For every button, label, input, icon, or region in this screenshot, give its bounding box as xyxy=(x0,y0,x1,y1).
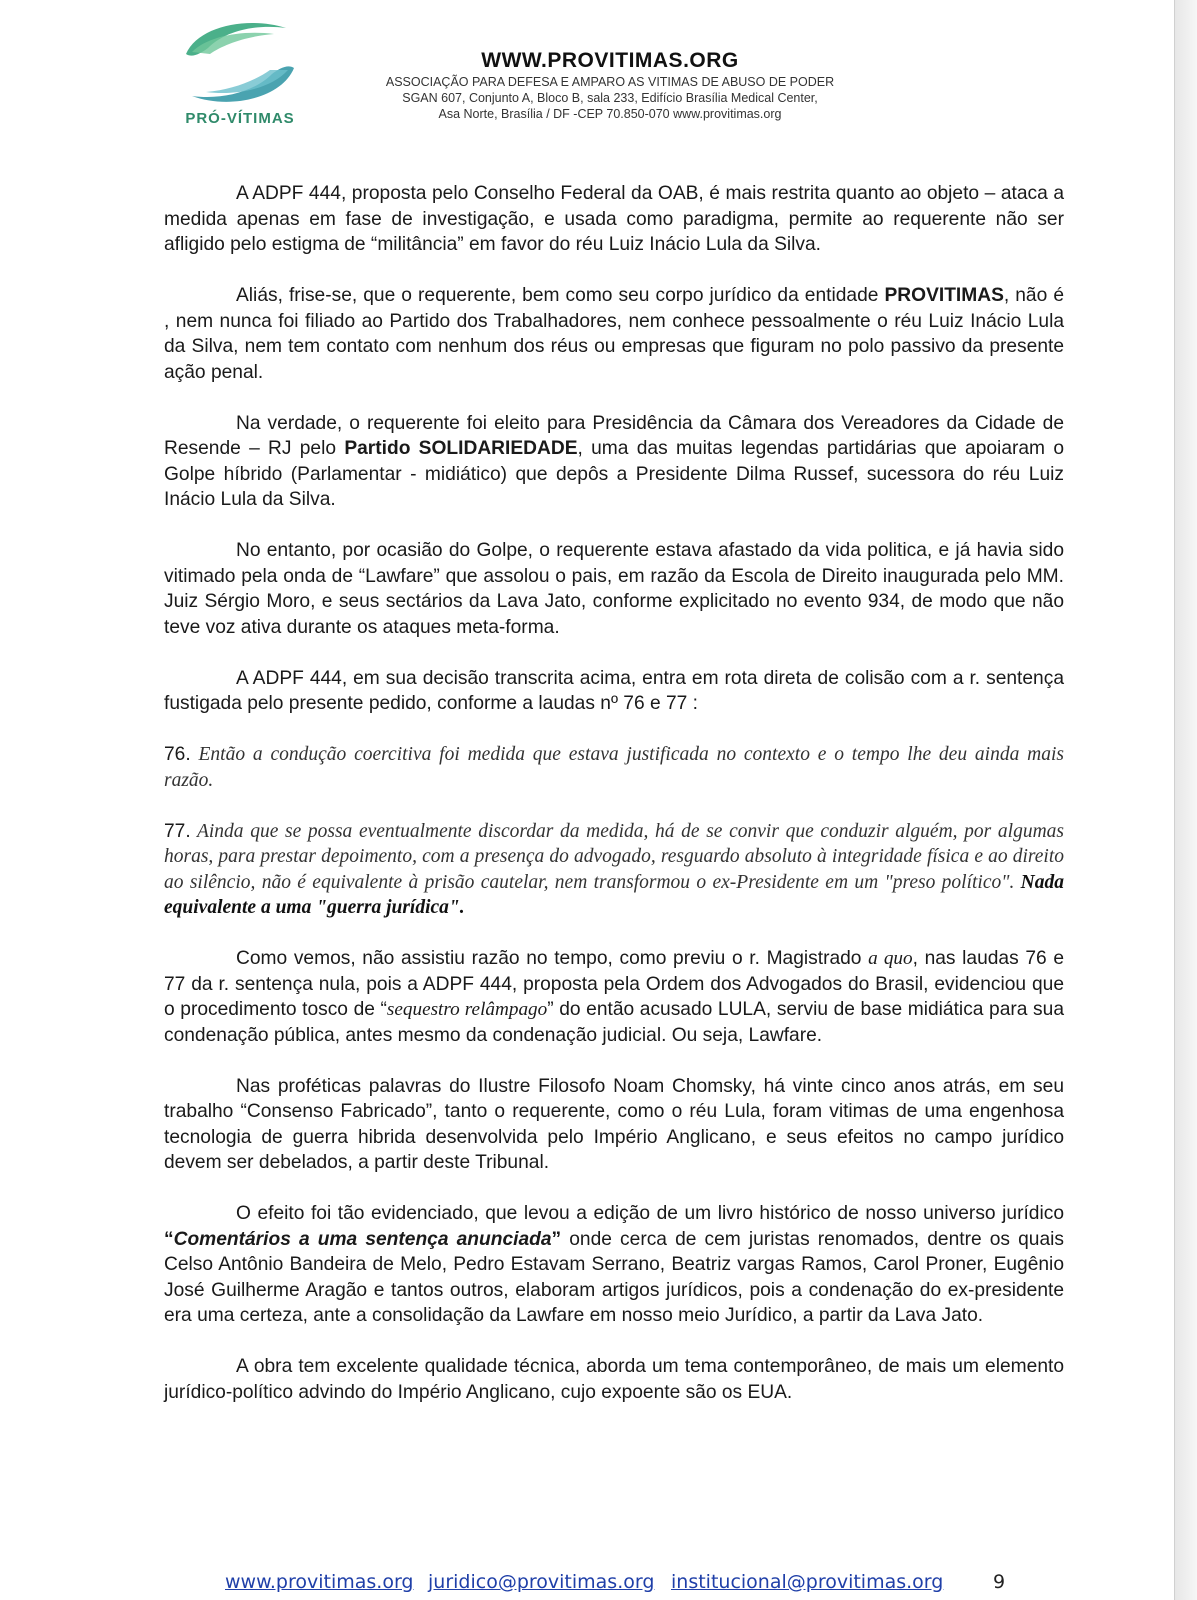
paragraph-2 xyxy=(164,283,1064,385)
footer-link-institucional-email[interactable]: institucional@provitimas.org xyxy=(671,1571,944,1593)
paragraph-5: A ADPF 444, em sua decisão transcrita acima, entra em rota direta de colisão com a r. sentença fustigada pelo presente pedido, conforme a laudas nº 76 e 77 : xyxy=(164,667,1064,714)
provitimas-logo xyxy=(170,18,310,130)
paragraph-1: A ADPF 444, proposta pelo Conselho Federal da OAB, é mais restrita quanto ao objeto – ataca a medida apenas em fase de investigação, e usada como paradigma, permite ao requerente não ser afligido pelo estigma de “militância” em favor do réu Luiz Inácio Lula da Silva. xyxy=(164,183,1064,255)
page-edge xyxy=(1174,0,1197,1600)
paragraph-6-text-a: Como vemos, não assistiu razão no tempo, como previu o r. Magistrado xyxy=(236,948,869,969)
sequestro-italic: sequestro relâmpago xyxy=(386,999,548,1020)
book-title: Comentários a uma sentença anunciada xyxy=(173,1228,552,1250)
paragraph-3-text-c: , uma das muitas legendas partidárias que apoiaram o Golpe híbrido (Parlamentar - midiático) que depôs a Presidente Dilma Russef, sucessora do réu Luiz Inácio Lula da Silva. xyxy=(164,438,1064,510)
footer-link-juridico-email[interactable]: juridico@provitimas.org xyxy=(428,1571,655,1593)
quote-77-bold: Nada equivalente a uma "guerra jurídica". xyxy=(164,871,1064,918)
address-line-1: SGAN 607, Conjunto A, Bloco B, sala 233, Edifício Brasília Medical Center, xyxy=(402,91,818,105)
paragraph-6-text-c: , nas laudas 76 e 77 da r. sentença nula, pois a ADPF 444, proposta pela Ordem dos Advogados do Brasil, evidenciou que o procedimento tosco de “ xyxy=(164,948,1064,1020)
paragraph-6 xyxy=(164,946,1064,1048)
page-number: 9 xyxy=(993,1571,1006,1593)
quote-76-text: Então a condução coercitiva foi medida que estava justificada no contexto e o tempo lhe deu ainda mais razão. xyxy=(164,744,1064,791)
paragraph-3-text-a: Na verdade, o requerente foi eleito para Presidência da Câmara dos Vereadores da Cidade de Resende – RJ pelo xyxy=(164,412,1064,459)
paragraph-7: Nas proféticas palavras do Ilustre Filosofo Noam Chomsky, há vinte cinco anos atrás, em seu trabalho “Consenso Fabricado”, tanto o requerente, como o réu Lula, foram vitimas de uma engenhosa tecnologia de guerra hibrida desenvolvida pelo Império Anglicano, e seus efeitos no campo jurídico devem ser debelados, a partir deste Tribunal. xyxy=(164,1075,1064,1173)
address-line-2: Asa Norte, Brasília / DF -CEP 70.850-070 www.provitimas.org xyxy=(438,107,782,121)
paragraph-2-text-a: Aliás, frise-se, que o requerente, bem como seu corpo jurídico da entidade xyxy=(236,285,885,306)
a-quo-italic: a quo xyxy=(868,948,913,969)
quote-76-number: 76. xyxy=(164,744,191,765)
site-title: WWW.PROVITIMAS.ORG xyxy=(481,49,739,72)
party-bold: Partido SOLIDARIEDADE xyxy=(344,438,578,459)
hands-logo-icon xyxy=(178,18,302,108)
paragraph-6-text-e: ” do então acusado LULA, serviu de base midiática para sua condenação pública, antes mesmo da condenação judicial. Ou seja, Lawfare. xyxy=(164,999,1064,1046)
book-close-quote: ” xyxy=(551,1228,562,1250)
footer-link-website[interactable]: www.provitimas.org xyxy=(225,1571,414,1593)
quote-77-text: Ainda que se possa eventualmente discordar da medida, há de se convir que conduzir alguém, por algumas horas, para prestar depoimento, com a presença do advogado, resguardo absoluto à integridade física e ao direito ao silêncio, não é equivalente à prisão cautelar, nem transformou o ex-Presidente em um "preso político". xyxy=(164,820,1064,893)
quote-77-number: 77. xyxy=(164,820,191,842)
book-open-quote: “ xyxy=(164,1228,174,1250)
paragraph-9: A obra tem excelente qualidade técnica, aborda um tema contemporâneo, de mais um elemento jurídico-político advindo do Império Anglicano, cujo expoente são os EUA. xyxy=(164,1356,1064,1403)
letterhead xyxy=(340,48,880,122)
paragraph-3 xyxy=(164,411,1064,513)
paragraph-2-text-c: , não é , nem nunca foi filiado ao Partido dos Trabalhadores, nem conhece pessoalmente o réu Luiz Inácio Lula da Silva, nem tem contato com nenhum dos réus ou empresas que figuram no polo passivo da presente ação penal. xyxy=(164,285,1064,383)
quote-76 xyxy=(164,742,1064,793)
document-body xyxy=(164,181,1064,1431)
quote-77 xyxy=(164,819,1064,921)
association-name: ASSOCIAÇÃO PARA DEFESA E AMPARO AS VITIMAS DE ABUSO DE PODER xyxy=(385,75,835,89)
paragraph-8 xyxy=(164,1201,1064,1329)
paragraph-8-text-e: onde cerca de cem juristas renomados, dentre os quais Celso Antônio Bandeira de Melo, Pedro Estavam Serrano, Beatriz vargas Ramos, Carol Proner, Eugênio José Guilherme Aragão e tantos outros, elaboram artigos jurídicos, pois a condenação do ex-presidente era uma certeza, ante a consolidação da Lawfare em nosso meio Jurídico, a partir da Lava Jato. xyxy=(164,1228,1064,1326)
logo-text: PRÓ-VÍTIMAS xyxy=(185,110,295,127)
paragraph-8-text-a: O efeito foi tão evidenciado, que levou a edição de um livro histórico de nosso universo jurídico xyxy=(236,1203,1064,1224)
paragraph-4: No entanto, por ocasião do Golpe, o requerente estava afastado da vida politica, e já havia sido vitimado pela onda de “Lawfare” que assolou o pais, em razão da Escola de Direito inaugurada pelo MM. Juiz Sérgio Moro, e seus sectários da Lava Jato, conforme explicitado no evento 934, de modo que não teve voz ativa durante os ataques meta-forma. xyxy=(164,540,1064,638)
provitimas-bold: PROVITIMAS xyxy=(884,285,1004,306)
